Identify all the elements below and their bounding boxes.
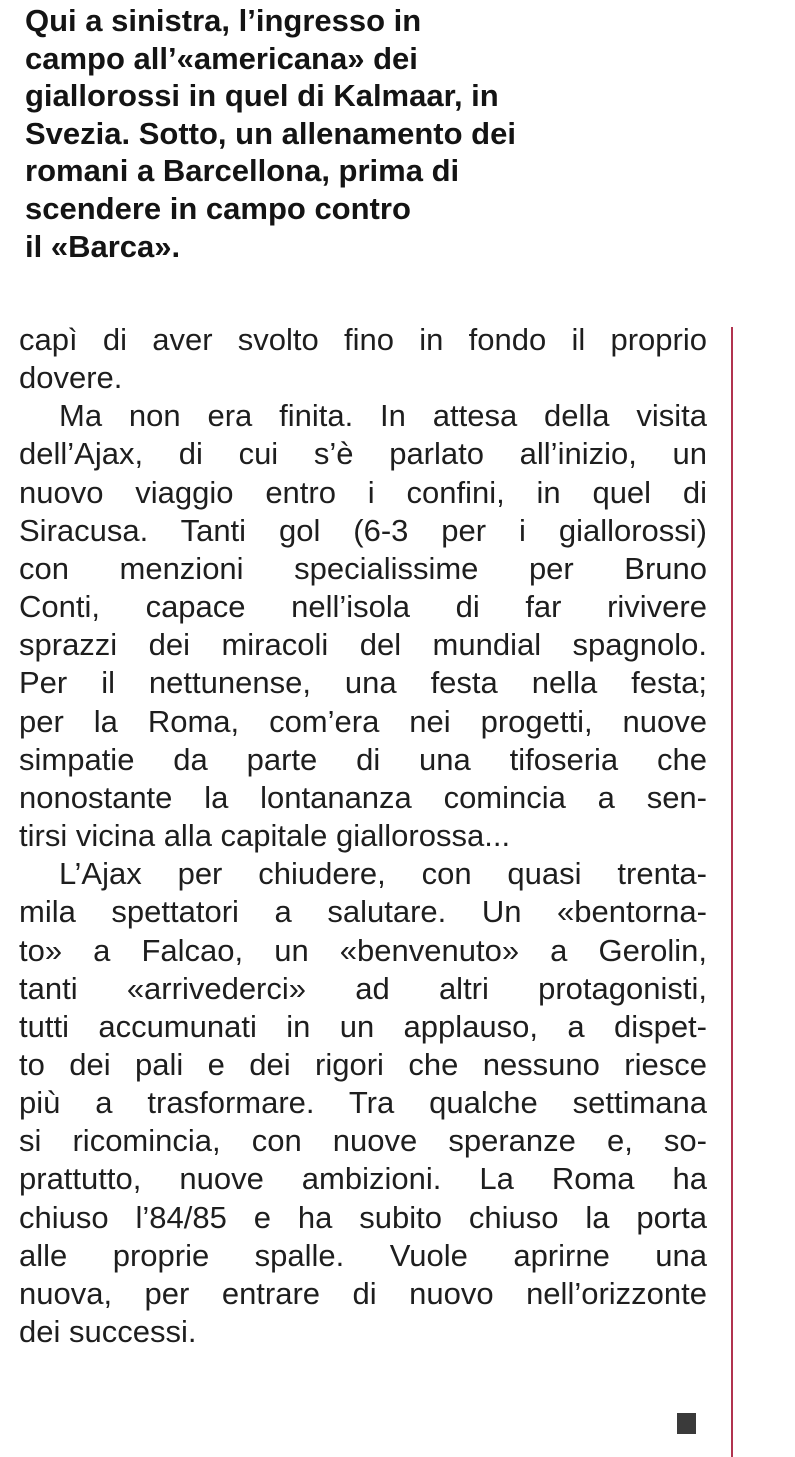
article-line: sprazzi dei miracoli del mundial spagnolo. xyxy=(19,627,707,663)
article-line: dei successi. xyxy=(19,1314,197,1350)
article-line: L’Ajax per chiudere, con quasi trenta- xyxy=(59,856,707,892)
article-line: con menzioni specialissime per Bruno xyxy=(19,550,707,586)
article-line: mila spettatori a salutare. Un «bentorna- xyxy=(19,894,707,930)
article-line: dovere. xyxy=(19,360,123,396)
article-line: dell’Ajax, di cui s’è parlato all’inizio, un xyxy=(19,436,707,472)
article-line: più a trasformare. Tra qualche settimana xyxy=(19,1085,707,1121)
article-line: Conti, capace nell’isola di far rivivere xyxy=(19,589,707,625)
caption-line: Svezia. Sotto, un allenamento dei xyxy=(25,115,516,151)
article-line: capì di aver svolto fino in fondo il proprio xyxy=(19,322,707,357)
caption-line: scendere in campo contro xyxy=(25,190,411,226)
article-line: tirsi vicina alla capitale giallorossa... xyxy=(19,818,511,854)
caption-line: il «Barca». xyxy=(25,228,181,264)
article-line: si ricomincia, con nuove speranze e, so- xyxy=(19,1123,707,1159)
article-line: prattutto, nuove ambizioni. La Roma ha xyxy=(19,1161,707,1197)
article-line: to» a Falcao, un «benvenuto» a Gerolin, xyxy=(19,932,707,968)
article-line: per la Roma, com’era nei progetti, nuove xyxy=(19,703,707,739)
caption-line: Qui a sinistra, l’ingresso in xyxy=(25,3,422,38)
article-body xyxy=(19,321,707,1351)
column-rule xyxy=(731,327,733,1457)
article-line: chiuso l’84/85 e ha subito chiuso la porta xyxy=(19,1199,707,1235)
article-line: alle proprie spalle. Vuole aprirne una xyxy=(19,1237,707,1273)
article-line: to dei pali e dei rigori che nessuno riesce xyxy=(19,1046,707,1082)
article-line: nuova, per entrare di nuovo nell’orizzonte xyxy=(19,1275,707,1311)
article-line: Siracusa. Tanti gol (6-3 per i giallorossi) xyxy=(19,512,707,548)
article-line: Ma non era finita. In attesa della visita xyxy=(59,398,707,434)
article-line: tutti accumunati in un applauso, a dispet- xyxy=(19,1008,707,1044)
caption-line: campo all’«americana» dei xyxy=(25,40,418,76)
caption-line: giallorossi in quel di Kalmaar, in xyxy=(25,78,499,114)
article-line: nonostante la lontananza comincia a sen- xyxy=(19,779,707,815)
article-line: nuovo viaggio entro i confini, in quel di xyxy=(19,474,707,510)
article-line: tanti «arrivederci» ad altri protagonisti, xyxy=(19,970,707,1006)
article-line: simpatie da parte di una tifoseria che xyxy=(19,741,707,777)
caption-line: romani a Barcellona, prima di xyxy=(25,153,460,189)
end-of-article-square-icon xyxy=(677,1413,696,1434)
article-line: Per il nettunense, una festa nella festa; xyxy=(19,665,707,701)
photo-caption xyxy=(25,2,645,265)
